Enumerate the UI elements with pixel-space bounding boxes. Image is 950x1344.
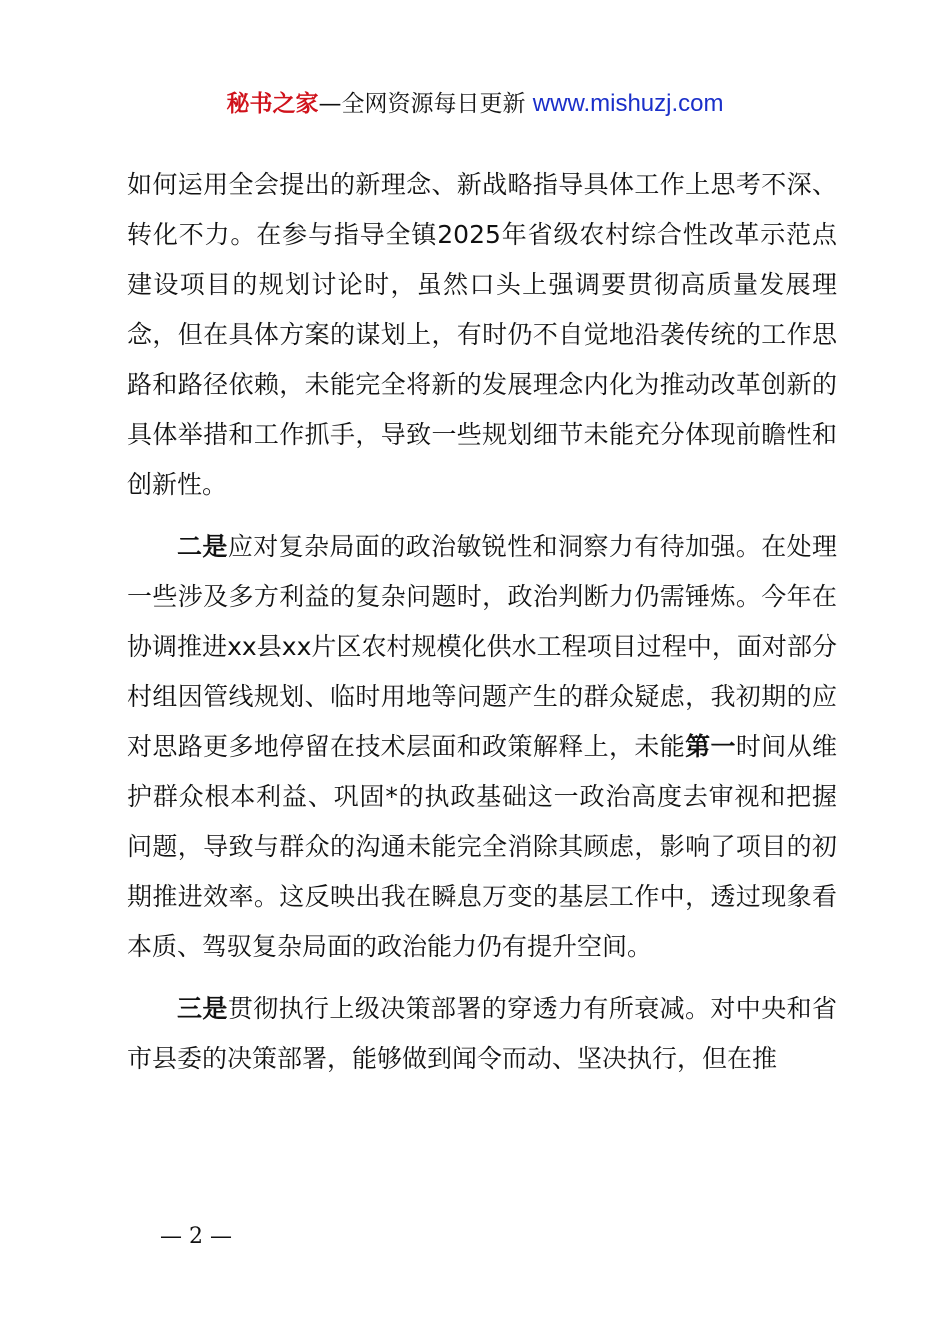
page-number: — 2 — [160,1224,232,1249]
site-header [0,88,950,120]
site-tagline: —全网资源每日更新 [318,91,526,117]
paragraph-2-text-a: 应对复杂局面的政治敏锐性和洞察力有待加强。在处理一些涉及多方利益的复杂问题时，政治判断力仍需锤炼。今年在协调推进xx县xx片区农村规模化供水工程项目过程中，面对部分村组因管线规划、临时用地等问题产生的群众疑虑，我初期的应对思路更多地停留在技术层面和政策解释上，未能 [127,532,837,761]
paragraph-2-text-b: 时间从维护群众根本利益、巩固*的执政基础这一政治高度去审视和把握问题，导致与群众的沟通未能完全消除其顾虑，影响了项目的初期推进效率。这反映出我在瞬息万变的基层工作中，透过现象看本质、驾驭复杂局面的政治能力仍有提升空间。 [127,732,837,961]
site-brand: 秘书之家 [226,91,319,117]
paragraph-1: 如何运用全会提出的新理念、新战略指导具体工作上思考不深、转化不力。在参与指导全镇2025年省级农村综合性改革示范点建设项目的规划讨论时，虽然口头上强调要贯彻高质量发展理念，但在具体方案的谋划上，有时仍不自觉地沿袭传统的工作思路和路径依赖，未能完全将新的发展理念内化为推动改革创新的具体举措和工作抓手，导致一些规划细节未能充分体现前瞻性和创新性。 [127,170,837,499]
document-body [127,160,837,1084]
paragraph-2-lead: 二是 [177,532,228,561]
paragraph-2 [127,522,837,972]
paragraph-3 [127,984,837,1084]
paragraph-3-lead: 三是 [177,994,228,1023]
paragraph-3-text: 贯彻执行上级决策部署的穿透力有所衰减。对中央和省市县委的决策部署，能够做到闻令而动、坚决执行，但在推 [127,994,837,1073]
paragraph-2-bold-phrase: 第一 [685,732,736,761]
site-url-link[interactable]: www.mishuzj.com [532,90,724,117]
